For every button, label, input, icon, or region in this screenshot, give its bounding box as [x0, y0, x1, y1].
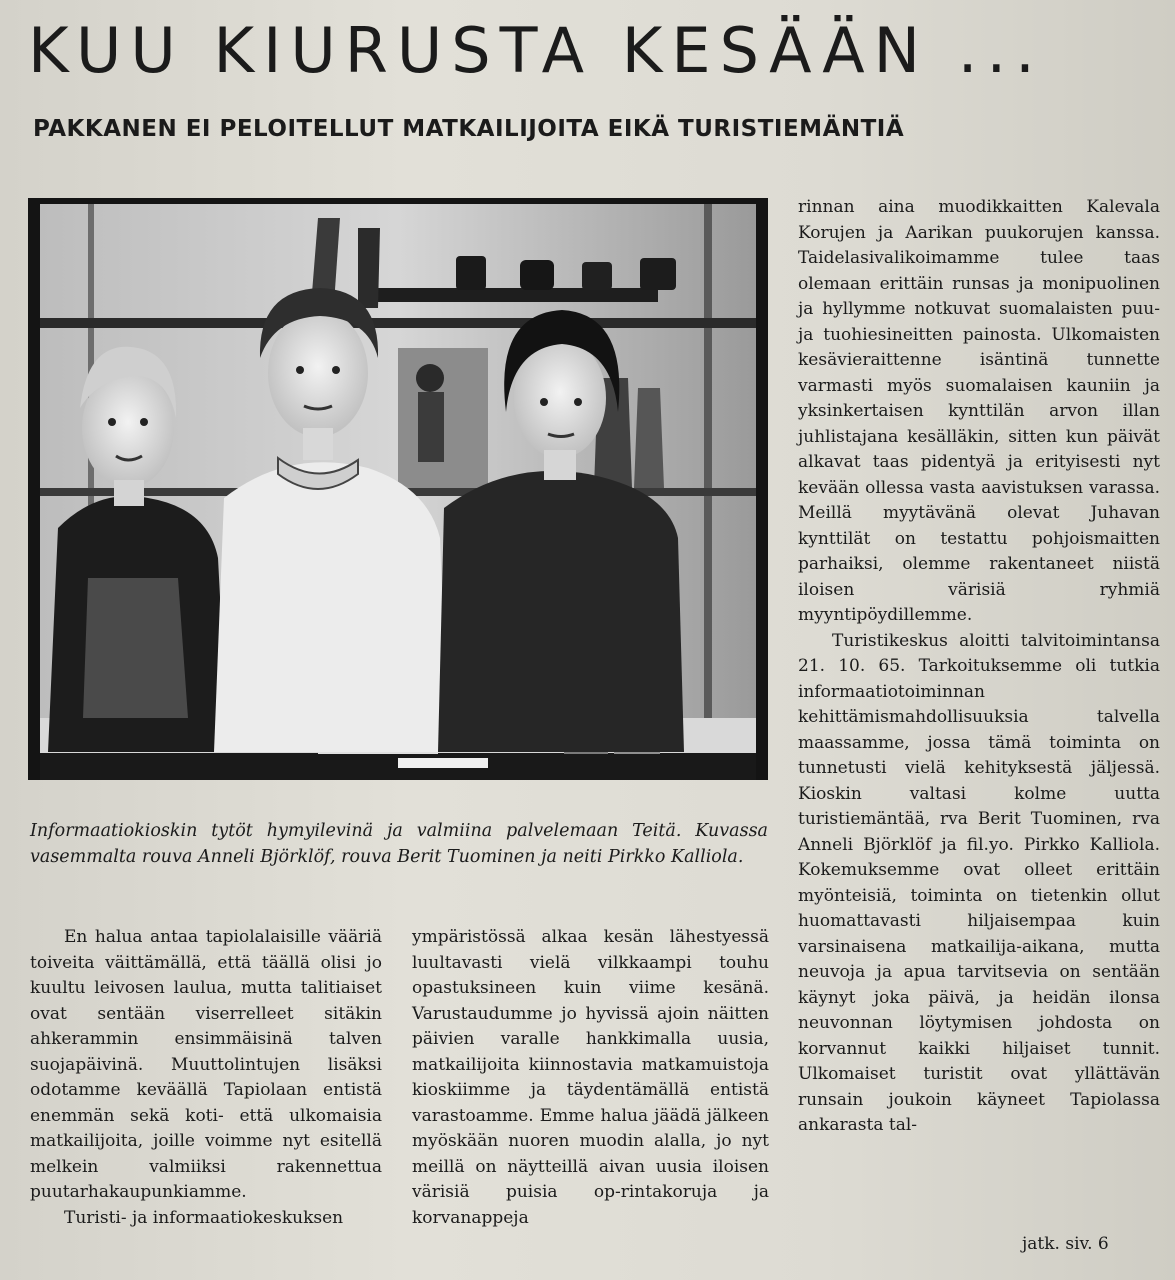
subheadline: PAKKANEN EI PELOITELLUT MATKAILIJOITA EIKÄ TURISTIEMÄNTIÄ: [33, 116, 905, 142]
paragraph: rinnan aina muodikkaitten Kalevala Korujen ja Aarikan puukorujen kanssa. Taidelasivalikoimamme tulee taas olemaan erittäin runsas ja monipuolinen ja hyllymme notkuvat suomalaisten puu- ja tuohiesineitten painosta. Ulkomaisten kesävieraittenne isäntinä tunnette varmasti myös suomalaisen kauniin ja yksinkertaisen kynttilän arvon illan juhlistajana kesälläkin, sitten kun päivät alkavat taas pidentyä ja erityisesti nyt kevään ollessa vasta aavistuksen varassa. Meillä myytävänä olevat Juhavan kynttilät on testattu pohjoismaitten parhaiksi, olemme rakentaneet niistä iloisen värisiä ryhmiä myyntipöydillemme.: [798, 197, 1160, 625]
paragraph: Turisti- ja informaatiokeskuksen: [64, 1207, 344, 1228]
article-column-right: [798, 195, 1160, 1139]
paragraph: En halua antaa tapiolalaisille vääriä toiveita väittämällä, että täällä olisi jo kuultu leivosen laulua, mutta talitiaiset ovat sentään viserrelleet sitäkin ahkerammin ensimmäisinä talven suojapäivinä. Muuttolintujen lisäksi odotamme keväällä Tapiolaan entistä enemmän sekä koti- että ulkomaisia matkailijoita, joille voimme nyt esitellä melkein valmiiksi rakennettua puutarhakaupunkiamme.: [30, 927, 382, 1202]
kiosk-photo: [28, 198, 768, 780]
paragraph: ympäristössä alkaa kesän lähestyessä luultavasti vielä vilkkaampi touhu opastuksineen kuin viime kesänä. Varustaudumme jo hyvissä ajoin näitten päivien varalle hankkimalla uusia, matkailijoita kiinnostavia matkamuistoja kioskiimme ja täydentämällä entistä varastoamme. Emme halua jäädä jälkeen myöskään nuoren muodin alalla, jo nyt meillä on näytteillä aivan uusia iloisen värisiä puisia op-rintakoruja ja korvanappeja: [412, 927, 769, 1228]
headline: KUU KIURUSTA KESÄÄN ...: [28, 14, 1044, 87]
photo-caption: Informaatiokioskin tytöt hymyilevinä ja valmiina palvelemaan Teitä. Kuvassa vasemmalta rouva Anneli Björklöf, rouva Berit Tuominen ja neiti Pirkko Kalliola.: [30, 821, 768, 867]
article-column-middle: [412, 925, 769, 1231]
continuation-note: jatk. siv. 6: [1022, 1234, 1109, 1254]
article-column-left: [30, 925, 382, 1231]
paragraph: Turistikeskus aloitti talvitoimintansa 21. 10. 65. Tarkoituksemme oli tutkia informaatiotoiminnan kehittämismahdollisuuksia talvella maassamme, jossa tämä toiminta on tunnetusti vielä kehityksestä jäljessä. Kioskin valtasi kolme uutta turistiemäntää, rva Berit Tuominen, rva Anneli Björklöf ja fil.yo. Pirkko Kalliola. Kokemuksemme ovat olleet erittäin myönteisiä, toiminta on tietenkin ollut huomattavasti hiljaisempaa kuin varsinaisena matkailija-aikana, mutta neuvoja ja apua tarvitsevia on sentään käynyt joka päivä, ja heidän ilonsa neuvonnan löytymisen johdosta on korvannut kaikki hiljaiset tunnit. Ulkomaiset turistit ovat yllättävän runsain joukoin käyneet Tapiolassa ankarasta tal-: [798, 630, 1160, 1135]
kiosk-photo-illustration: [28, 198, 768, 780]
